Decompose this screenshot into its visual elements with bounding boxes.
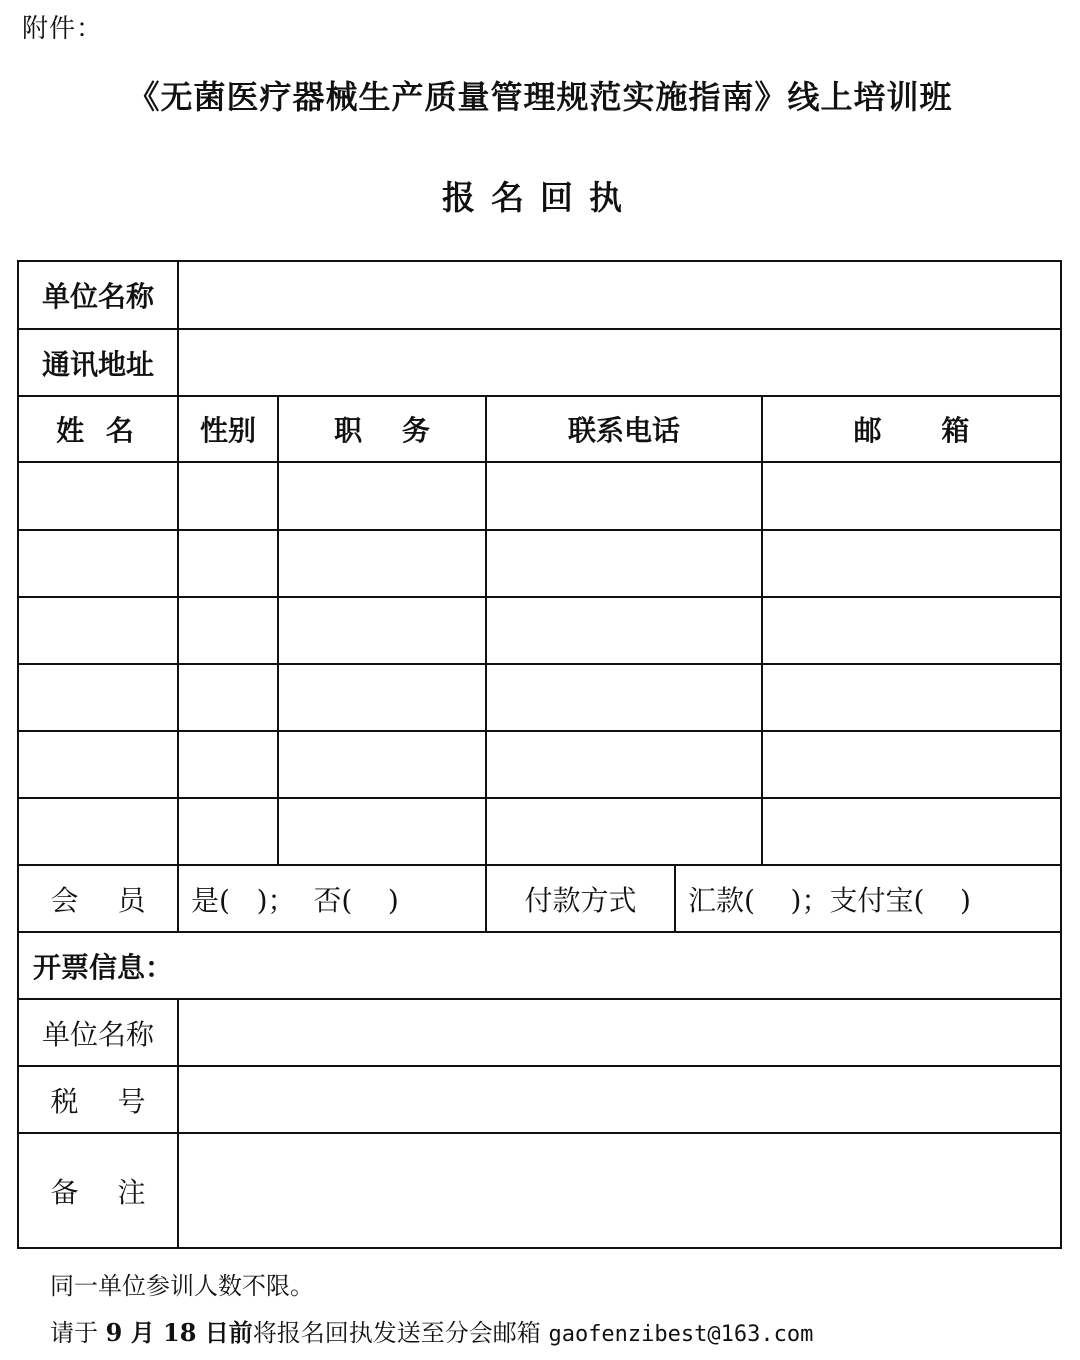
remarks-label: 备 注 (18, 1133, 178, 1248)
attendee-phone-cell[interactable] (486, 597, 762, 664)
document-title: 《无菌医疗器械生产质量管理规范实施指南》线上培训班 (127, 78, 953, 116)
remarks-field[interactable] (178, 1133, 1061, 1248)
header-email: 邮 箱 (762, 396, 1061, 462)
invoice-company-row (18, 999, 1061, 1066)
attendee-phone-cell[interactable] (486, 798, 762, 865)
payment-method-label: 付款方式 (486, 865, 675, 932)
attendee-position-cell[interactable] (278, 664, 486, 731)
attendee-gender-cell[interactable] (178, 731, 278, 798)
note-submission-deadline (50, 1313, 813, 1348)
attendee-name-cell[interactable] (18, 664, 178, 731)
attendee-row (18, 597, 1061, 664)
registration-form-table (17, 260, 1062, 1249)
remarks-row (18, 1133, 1061, 1248)
attendee-phone-cell[interactable] (486, 731, 762, 798)
attendee-gender-cell[interactable] (178, 664, 278, 731)
address-row (18, 329, 1061, 396)
note-middle: 将报名回执发送至分会邮箱 (252, 1319, 541, 1347)
attendee-email-cell[interactable] (762, 664, 1061, 731)
attendee-row (18, 731, 1061, 798)
invoice-company-field[interactable] (178, 999, 1061, 1066)
attendee-email-cell[interactable] (762, 731, 1061, 798)
attendee-email-cell[interactable] (762, 597, 1061, 664)
note-prefix: 请于 (50, 1319, 98, 1347)
address-label: 通讯地址 (18, 329, 178, 396)
attendee-gender-cell[interactable] (178, 798, 278, 865)
tax-id-field[interactable] (178, 1066, 1061, 1133)
attendee-row (18, 530, 1061, 597)
payment-method-options[interactable]: 汇款( )；支付宝( ) (675, 865, 1061, 932)
attendee-position-cell[interactable] (278, 530, 486, 597)
attendee-email-cell[interactable] (762, 798, 1061, 865)
address-field[interactable] (178, 329, 1061, 396)
member-payment-row (18, 865, 1061, 932)
form-subtitle: 报名回执 (442, 178, 638, 217)
member-label: 会 员 (18, 865, 178, 932)
attendee-position-cell[interactable] (278, 731, 486, 798)
invoice-info-title: 开票信息： (18, 932, 1061, 999)
note-unlimited-attendees: 同一单位参训人数不限。 (50, 1272, 314, 1300)
attendee-gender-cell[interactable] (178, 462, 278, 530)
company-name-row (18, 261, 1061, 329)
tax-id-label: 税 号 (18, 1066, 178, 1133)
attendee-gender-cell[interactable] (178, 530, 278, 597)
attachment-label: 附件： (22, 14, 104, 44)
tax-id-row (18, 1066, 1061, 1133)
invoice-info-row (18, 932, 1061, 999)
attendee-header-row (18, 396, 1061, 462)
attendee-position-cell[interactable] (278, 597, 486, 664)
attendee-position-cell[interactable] (278, 798, 486, 865)
header-phone: 联系电话 (486, 396, 762, 462)
header-name: 姓 名 (18, 396, 178, 462)
attendee-name-cell[interactable] (18, 731, 178, 798)
header-gender: 性别 (178, 396, 278, 462)
attendee-name-cell[interactable] (18, 798, 178, 865)
member-options[interactable]: 是( )； 否( ) (178, 865, 486, 932)
attendee-position-cell[interactable] (278, 462, 486, 530)
attendee-email-cell[interactable] (762, 462, 1061, 530)
attendee-row (18, 664, 1061, 731)
deadline-date: 9 月 18 日前 (105, 1318, 253, 1347)
attendee-email-cell[interactable] (762, 530, 1061, 597)
attendee-row (18, 798, 1061, 865)
attendee-phone-cell[interactable] (486, 530, 762, 597)
attendee-name-cell[interactable] (18, 462, 178, 530)
company-name-label: 单位名称 (18, 261, 178, 329)
attendee-row (18, 462, 1061, 530)
attendee-phone-cell[interactable] (486, 664, 762, 731)
contact-email: gaofenzibest@163.com (548, 1322, 814, 1347)
attendee-name-cell[interactable] (18, 597, 178, 664)
invoice-company-label: 单位名称 (18, 999, 178, 1066)
header-position: 职 务 (278, 396, 486, 462)
attendee-name-cell[interactable] (18, 530, 178, 597)
company-name-field[interactable] (178, 261, 1061, 329)
attendee-phone-cell[interactable] (486, 462, 762, 530)
attendee-gender-cell[interactable] (178, 597, 278, 664)
